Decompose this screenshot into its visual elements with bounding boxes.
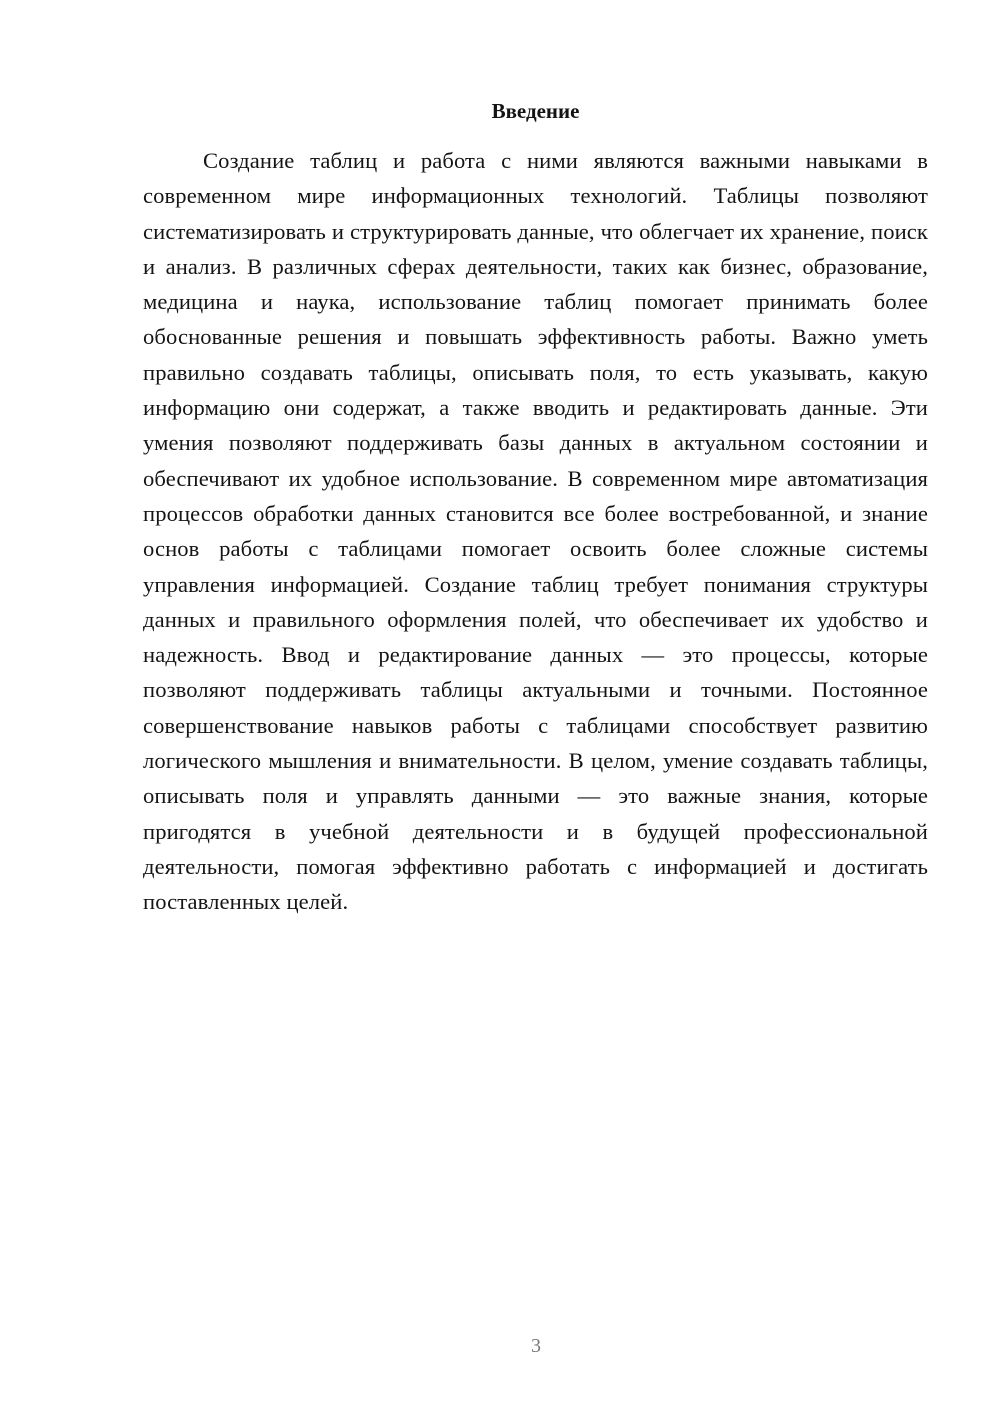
body-paragraph: Создание таблиц и работа с ними являются важными навыками в современном мире информационных технологий. Таблицы позволяют систематизировать и структурировать данные, что облегчает их хранение, поиск и анализ. В различных сферах деятельности, таких как бизнес, образование, медицина и наука, использование таблиц помогает принимать более обоснованные решения и повышать эффективность работы. Важно уметь правильно создавать таблицы, описывать поля, то есть указывать, какую информацию они содержат, а также вводить и редактировать данные. Эти умения позволяют поддерживать базы данных в актуальном состоянии и обеспечивают их удобное использование. В современном мире автоматизация процессов обработки данных становится все более востребованной, и знание основ работы с таблицами помогает освоить более сложные системы управления информацией. Создание таблиц требует понимания структуры данных и правильного оформления полей, что обеспечивает их удобство и надежность. Ввод и редактирование данных — это процессы, которые позволяют поддерживать таблицы актуальными и точными. Постоянное совершенствование навыков работы с таблицами способствует развитию логического мышления и внимательности. В целом, умение создавать таблицы, описывать поля и управлять данными — это важные знания, которые пригодятся в учебной деятельности и в будущей профессиональной деятельности, помогая эффективно работать с информацией и достигать поставленных целей.	[143, 148, 928, 915]
page-number: 3	[531, 1335, 541, 1357]
section-heading: Введение	[491, 99, 580, 123]
